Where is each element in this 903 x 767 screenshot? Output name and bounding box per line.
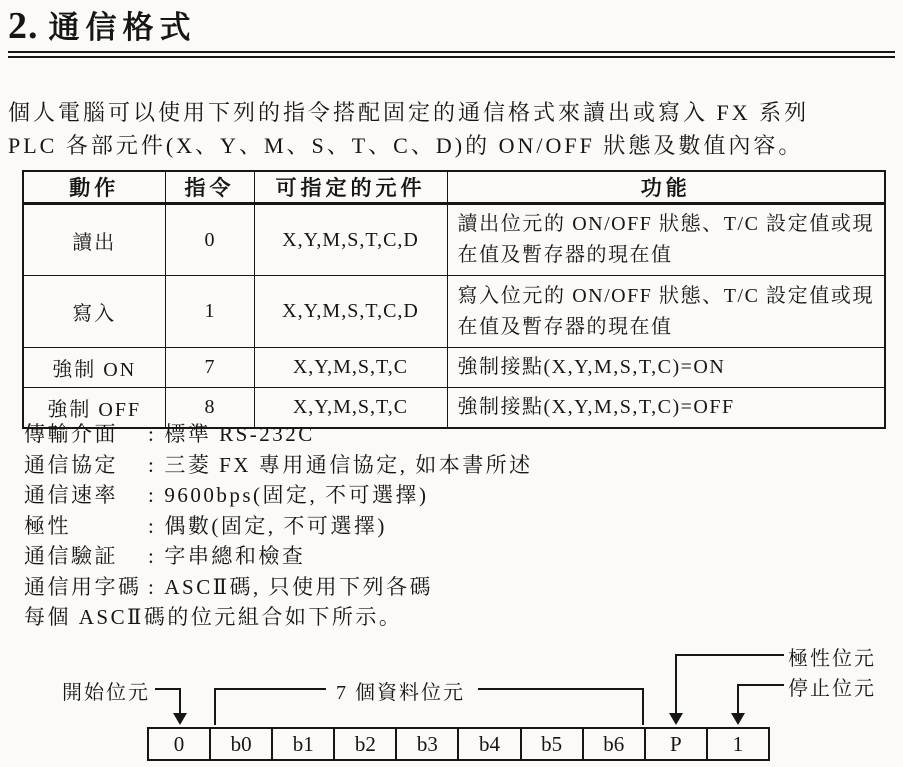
page-title: 通信格式 bbox=[48, 10, 197, 45]
spec-value: 字串總和檢查 bbox=[164, 544, 306, 568]
spec-colon: : bbox=[148, 513, 157, 538]
parity-bit-label: 極性位元 bbox=[788, 648, 876, 670]
spec-label: 極性 bbox=[24, 513, 71, 538]
cell-action: 強制 ON bbox=[23, 348, 165, 388]
spec-colon: : bbox=[148, 574, 157, 599]
table-header-row bbox=[23, 171, 885, 204]
intro-line-2: PLC 各部元件(X、Y、M、S、T、C、D)的 ON/OFF 狀態及數值內容。 bbox=[8, 133, 804, 158]
connector-line bbox=[179, 688, 181, 714]
cell-command: 0 bbox=[165, 204, 254, 276]
connector-line bbox=[738, 684, 784, 686]
cell-devices: X,Y,M,S,T,C bbox=[254, 388, 447, 429]
spec-row-protocol bbox=[24, 450, 533, 481]
connector-line bbox=[676, 654, 784, 656]
command-table bbox=[22, 170, 886, 429]
connector-line bbox=[737, 684, 739, 713]
bit-frame bbox=[147, 727, 770, 761]
header-command: 指令 bbox=[165, 171, 254, 204]
spec-note: 每個 ASCⅡ碼的位元組合如下所示。 bbox=[24, 605, 403, 629]
cell-command: 8 bbox=[165, 388, 254, 429]
bit-cell-b5: b5 bbox=[520, 729, 582, 759]
spec-colon: : bbox=[148, 544, 157, 568]
bit-cell-b0: b0 bbox=[209, 729, 271, 759]
section-title bbox=[8, 2, 895, 58]
header-function: 功能 bbox=[447, 171, 885, 204]
stop-bit-arrow bbox=[731, 713, 745, 725]
cell-action: 讀出 bbox=[23, 204, 165, 276]
spec-label: 通信驗証 bbox=[24, 544, 118, 568]
connector-line bbox=[642, 688, 644, 725]
spec-row-charcode bbox=[24, 572, 533, 603]
bit-cell-b3: b3 bbox=[395, 729, 457, 759]
spec-row-checksum bbox=[24, 541, 533, 572]
cell-devices: X,Y,M,S,T,C,D bbox=[254, 276, 447, 348]
header-action: 動作 bbox=[23, 171, 165, 204]
spec-value: ASCⅡ碼, 只使用下列各碼 bbox=[164, 574, 433, 599]
connector-line bbox=[214, 688, 326, 690]
spec-colon: : bbox=[148, 483, 157, 507]
cell-action: 寫入 bbox=[23, 276, 165, 348]
bit-cell-b2: b2 bbox=[333, 729, 395, 759]
cell-function: 強制接點(X,Y,M,S,T,C)=OFF bbox=[447, 388, 885, 429]
data-bits-label: 7 個資料位元 bbox=[336, 682, 465, 704]
spec-label: 通信速率 bbox=[24, 483, 118, 507]
spec-row-baudrate bbox=[24, 480, 533, 511]
cell-devices: X,Y,M,S,T,C,D bbox=[254, 204, 447, 276]
spec-value: 9600bps(固定, 不可選擇) bbox=[164, 483, 429, 507]
stop-bit-label: 停止位元 bbox=[788, 678, 876, 700]
spec-colon: : bbox=[148, 422, 157, 446]
parity-bit-arrow bbox=[669, 713, 683, 725]
cell-command: 7 bbox=[165, 348, 254, 388]
cell-devices: X,Y,M,S,T,C bbox=[254, 348, 447, 388]
spec-value: 三菱 FX 專用通信協定, 如本書所述 bbox=[164, 452, 533, 477]
bit-cell-b1: b1 bbox=[271, 729, 333, 759]
table-row bbox=[23, 204, 885, 276]
connector-line bbox=[214, 688, 216, 725]
intro-line-1: 個人電腦可以使用下列的指令搭配固定的通信格式來讀出或寫入 FX 系列 bbox=[8, 100, 810, 125]
connector-line bbox=[155, 688, 181, 690]
section-number: 2. bbox=[8, 5, 39, 47]
intro-paragraph bbox=[8, 96, 898, 162]
cell-function: 寫入位元的 ON/OFF 狀態、T/C 設定值或現在值及暫存器的現在值 bbox=[447, 276, 885, 348]
bit-cell-b4: b4 bbox=[457, 729, 519, 759]
connector-line bbox=[478, 688, 644, 690]
bit-cell-b6: b6 bbox=[582, 729, 644, 759]
connector-line bbox=[675, 654, 677, 713]
cell-function: 讀出位元的 ON/OFF 狀態、T/C 設定值或現在值及暫存器的現在值 bbox=[447, 204, 885, 276]
spec-row-parity bbox=[24, 511, 533, 542]
header-devices: 可指定的元件 bbox=[254, 171, 447, 204]
bit-cell-start: 0 bbox=[173, 731, 185, 756]
cell-action: 強制 OFF bbox=[23, 388, 165, 429]
spec-row-interface bbox=[24, 419, 533, 450]
spec-list bbox=[24, 419, 533, 633]
spec-label: 傳輸介面 bbox=[24, 422, 118, 446]
table-row bbox=[23, 276, 885, 348]
cell-function: 強制接點(X,Y,M,S,T,C)=ON bbox=[447, 348, 885, 388]
cell-command: 1 bbox=[165, 276, 254, 348]
spec-label: 通信用字碼 bbox=[24, 574, 142, 599]
start-bit-arrow bbox=[173, 713, 187, 725]
spec-label: 通信協定 bbox=[24, 452, 118, 477]
bit-frame-diagram bbox=[0, 630, 903, 767]
spec-value: 偶數(固定, 不可選擇) bbox=[164, 513, 387, 538]
bit-cell-stop: 1 bbox=[706, 729, 768, 759]
start-bit-label: 開始位元 bbox=[62, 682, 150, 704]
spec-value: 標準 RS-232C bbox=[164, 422, 315, 446]
table-row bbox=[23, 348, 885, 388]
bit-cell-parity: P bbox=[644, 729, 706, 759]
spec-colon: : bbox=[148, 452, 157, 477]
